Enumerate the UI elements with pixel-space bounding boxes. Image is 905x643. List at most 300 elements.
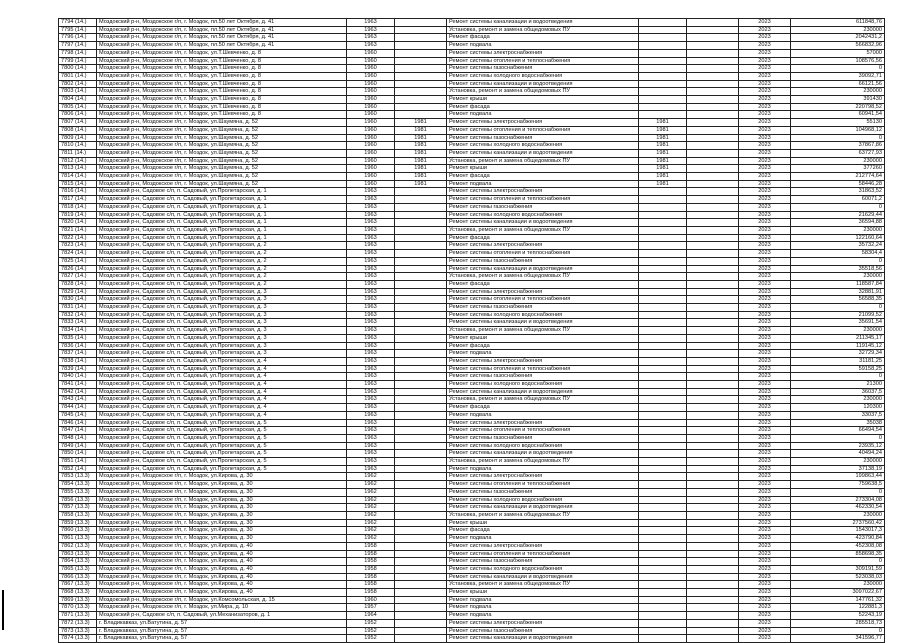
empty-cell (687, 342, 739, 350)
repair-type-cell: Ремонт системы отопления и теплоснабжения (447, 365, 639, 373)
row-number-cell: 7794 (14.) (59, 19, 97, 27)
table-row (59, 342, 885, 350)
plan-year-cell: 2023 (739, 242, 791, 250)
work-year-cell (639, 280, 687, 288)
address-cell: Моздокский р-н, Моздокское г/п, г. Моздок, ул.Кирова, д. 30 (97, 512, 347, 520)
reconstruction-year-cell (395, 219, 447, 227)
plan-year-cell: 2023 (739, 111, 791, 119)
row-number-cell: 7798 (14.) (59, 49, 97, 57)
table-row (59, 350, 885, 358)
amount-cell: 391430 (791, 96, 885, 104)
amount-cell: 21300 (791, 381, 885, 389)
work-year-cell (639, 357, 687, 365)
build-year-cell: 1963 (347, 234, 395, 242)
empty-cell (687, 234, 739, 242)
build-year-cell: 1963 (347, 250, 395, 258)
repair-type-cell: Ремонт фасада (447, 527, 639, 535)
empty-cell (687, 473, 739, 481)
table-row (59, 404, 885, 412)
amount-cell: 858698,35 (791, 550, 885, 558)
row-number-cell: 7841 (14.) (59, 381, 97, 389)
row-number-cell: 7795 (14.) (59, 26, 97, 34)
table-row (59, 334, 885, 342)
table-row (59, 519, 885, 527)
reconstruction-year-cell (395, 65, 447, 73)
reconstruction-year-cell: 1981 (395, 157, 447, 165)
repair-type-cell: Ремонт системы газоснабжения (447, 134, 639, 142)
plan-year-cell: 2023 (739, 165, 791, 173)
repair-type-cell: Ремонт системы канализации и водоотведения (447, 450, 639, 458)
build-year-cell: 1963 (347, 458, 395, 466)
address-cell: г. Владикавказ, ул.Ватутина, д. 57 (97, 619, 347, 627)
plan-year-cell: 2023 (739, 219, 791, 227)
empty-cell (687, 596, 739, 604)
reconstruction-year-cell (395, 49, 447, 57)
empty-cell (687, 134, 739, 142)
plan-year-cell: 2023 (739, 535, 791, 543)
row-number-cell: 7873 (13.3) (59, 627, 97, 635)
amount-cell: 0 (791, 627, 885, 635)
repair-type-cell: Ремонт системы электроснабжения (447, 188, 639, 196)
address-cell: Моздокский р-н, Садовое с/п, п. Садовый, ул.Пролетарская, д. 1 (97, 196, 347, 204)
reconstruction-year-cell (395, 211, 447, 219)
repair-type-cell: Ремонт системы отопления и теплоснабжения (447, 57, 639, 65)
build-year-cell: 1963 (347, 219, 395, 227)
work-year-cell (639, 627, 687, 635)
repair-type-cell: Ремонт крыши (447, 334, 639, 342)
row-number-cell: 7809 (14.) (59, 134, 97, 142)
build-year-cell: 1952 (347, 635, 395, 643)
address-cell: Моздокский р-н, Моздокское г/п, г. Моздок, пл.50 лет Октября, д. 41 (97, 42, 347, 50)
reconstruction-year-cell (395, 565, 447, 573)
work-year-cell (639, 473, 687, 481)
reconstruction-year-cell (395, 604, 447, 612)
row-number-cell: 7807 (14.) (59, 119, 97, 127)
repair-type-cell: Установка, ремонт и замена общедомовых ПУ (447, 458, 639, 466)
work-year-cell (639, 596, 687, 604)
reconstruction-year-cell (395, 612, 447, 620)
repair-type-cell: Установка, ремонт и замена общедомовых ПУ (447, 396, 639, 404)
amount-cell: 57000 (791, 49, 885, 57)
row-number-cell: 7803 (14.) (59, 88, 97, 96)
amount-cell: 32729,34 (791, 350, 885, 358)
plan-year-cell: 2023 (739, 149, 791, 157)
amount-cell: 341596,77 (791, 635, 885, 643)
table-row (59, 304, 885, 312)
address-cell: Моздокский р-н, Садовое с/п, п. Садовый, ул.Пролетарская, д. 1 (97, 203, 347, 211)
reconstruction-year-cell: 1981 (395, 119, 447, 127)
build-year-cell: 1962 (347, 504, 395, 512)
row-number-cell: 7871 (13.3) (59, 612, 97, 620)
row-number-cell: 7825 (14.) (59, 257, 97, 265)
work-year-cell (639, 319, 687, 327)
scan-edge-mark (2, 590, 4, 630)
work-year-cell (639, 488, 687, 496)
repair-type-cell: Установка, ремонт и замена общедомовых ПУ (447, 226, 639, 234)
reconstruction-year-cell (395, 103, 447, 111)
row-number-cell: 7852 (14.) (59, 465, 97, 473)
table-row (59, 473, 885, 481)
reconstruction-year-cell (395, 388, 447, 396)
table-row (59, 442, 885, 450)
reconstruction-year-cell (395, 42, 447, 50)
plan-year-cell: 2023 (739, 473, 791, 481)
plan-year-cell: 2023 (739, 157, 791, 165)
repair-type-cell: Ремонт системы электроснабжения (447, 619, 639, 627)
amount-cell: 2042431,2 (791, 34, 885, 42)
plan-year-cell: 2023 (739, 357, 791, 365)
table-row (59, 157, 885, 165)
table-row (59, 103, 885, 111)
address-cell: Моздокский р-н, Садовое с/п, п. Садовый, ул.Пролетарская, д. 5 (97, 458, 347, 466)
work-year-cell (639, 34, 687, 42)
reconstruction-year-cell (395, 434, 447, 442)
row-number-cell: 7822 (14.) (59, 234, 97, 242)
address-cell: Моздокский р-н, Моздокское г/п, г. Моздок, ул.Шаумяна, д. 52 (97, 173, 347, 181)
empty-cell (687, 103, 739, 111)
build-year-cell: 1960 (347, 57, 395, 65)
address-cell: Моздокский р-н, Моздокское г/п, г. Моздок, ул.Кирова, д. 30 (97, 504, 347, 512)
reconstruction-year-cell: 1981 (395, 149, 447, 157)
reconstruction-year-cell (395, 519, 447, 527)
table-row (59, 550, 885, 558)
reconstruction-year-cell (395, 404, 447, 412)
row-number-cell: 7835 (14.) (59, 334, 97, 342)
row-number-cell: 7863 (13.3) (59, 550, 97, 558)
address-cell: Моздокский р-н, Садовое с/п, п. Садовый, ул.Пролетарская, д. 4 (97, 365, 347, 373)
reconstruction-year-cell (395, 596, 447, 604)
empty-cell (687, 165, 739, 173)
work-year-cell (639, 619, 687, 627)
work-year-cell (639, 612, 687, 620)
reconstruction-year-cell (395, 226, 447, 234)
amount-cell: 3097022,67 (791, 589, 885, 597)
amount-cell: 120300 (791, 404, 885, 412)
address-cell: Моздокский р-н, Садовое с/п, п. Садовый, ул.Пролетарская, д. 3 (97, 319, 347, 327)
empty-cell (687, 411, 739, 419)
plan-year-cell: 2023 (739, 542, 791, 550)
table-row (59, 80, 885, 88)
amount-cell: 220798,52 (791, 103, 885, 111)
empty-cell (687, 365, 739, 373)
empty-cell (687, 612, 739, 620)
table-row (59, 257, 885, 265)
row-number-cell: 7861 (13.3) (59, 535, 97, 543)
row-number-cell: 7832 (14.) (59, 311, 97, 319)
reconstruction-year-cell (395, 327, 447, 335)
amount-cell: 285518,73 (791, 619, 885, 627)
address-cell: Моздокский р-н, Садовое с/п, п. Садовый, ул.Пролетарская, д. 5 (97, 419, 347, 427)
address-cell: Моздокский р-н, Моздокское г/п, г. Моздок, ул.Шаумяна, д. 52 (97, 142, 347, 150)
reconstruction-year-cell: 1981 (395, 142, 447, 150)
table-row (59, 26, 885, 34)
row-number-cell: 7830 (14.) (59, 296, 97, 304)
address-cell: Моздокский р-н, Моздокское г/п, г. Моздок, ул.Кирова, д. 30 (97, 527, 347, 535)
plan-year-cell: 2023 (739, 612, 791, 620)
repair-type-cell: Ремонт крыши (447, 165, 639, 173)
amount-cell: 31181,25 (791, 357, 885, 365)
repair-type-cell: Ремонт системы газоснабжения (447, 373, 639, 381)
table-row (59, 142, 885, 150)
build-year-cell: 1963 (347, 296, 395, 304)
build-year-cell: 1963 (347, 334, 395, 342)
build-year-cell: 1958 (347, 550, 395, 558)
repair-type-cell: Установка, ремонт и замена общедомовых ПУ (447, 512, 639, 520)
amount-cell: 66494,54 (791, 427, 885, 435)
repair-type-cell: Ремонт фасада (447, 173, 639, 181)
build-year-cell: 1952 (347, 627, 395, 635)
repair-type-cell: Ремонт системы электроснабжения (447, 419, 639, 427)
row-number-cell: 7837 (14.) (59, 350, 97, 358)
repair-type-cell: Ремонт крыши (447, 519, 639, 527)
table-row (59, 488, 885, 496)
amount-cell: 230000 (791, 396, 885, 404)
row-number-cell: 7847 (14.) (59, 427, 97, 435)
address-cell: Моздокский р-н, Моздокское г/п, г. Моздок, ул.Т.Шевченко, д. 8 (97, 72, 347, 80)
reconstruction-year-cell (395, 581, 447, 589)
amount-cell: 32881,91 (791, 288, 885, 296)
work-year-cell: 1981 (639, 173, 687, 181)
work-year-cell (639, 373, 687, 381)
work-year-cell (639, 604, 687, 612)
address-cell: Моздокский р-н, Моздокское г/п, г. Моздок, ул.Шаумяна, д. 52 (97, 134, 347, 142)
work-year-cell (639, 103, 687, 111)
row-number-cell: 7797 (14.) (59, 42, 97, 50)
address-cell: Моздокский р-н, Садовое с/п, п. Садовый, ул.Пролетарская, д. 4 (97, 373, 347, 381)
empty-cell (687, 196, 739, 204)
table-row (59, 280, 885, 288)
table-row (59, 612, 885, 620)
work-year-cell (639, 226, 687, 234)
table-row (59, 357, 885, 365)
amount-cell: 36594,88 (791, 219, 885, 227)
work-year-cell (639, 334, 687, 342)
work-year-cell (639, 203, 687, 211)
empty-cell (687, 203, 739, 211)
table-row (59, 542, 885, 550)
repair-type-cell: Ремонт системы газоснабжения (447, 203, 639, 211)
empty-cell (687, 450, 739, 458)
reconstruction-year-cell (395, 635, 447, 643)
build-year-cell: 1960 (347, 142, 395, 150)
empty-cell (687, 149, 739, 157)
repair-type-cell: Ремонт системы холодного водоснабжения (447, 565, 639, 573)
reconstruction-year-cell (395, 273, 447, 281)
plan-year-cell: 2023 (739, 450, 791, 458)
build-year-cell: 1963 (347, 419, 395, 427)
row-number-cell: 7844 (14.) (59, 404, 97, 412)
row-number-cell: 7801 (14.) (59, 72, 97, 80)
build-year-cell: 1963 (347, 365, 395, 373)
reconstruction-year-cell (395, 465, 447, 473)
table-row (59, 165, 885, 173)
repair-type-cell: Ремонт системы электроснабжения (447, 288, 639, 296)
empty-cell (687, 512, 739, 520)
empty-cell (687, 565, 739, 573)
table-row (59, 596, 885, 604)
address-cell: Моздокский р-н, Моздокское г/п, г. Моздок, ул.Кирова, д. 30 (97, 481, 347, 489)
table-row (59, 573, 885, 581)
build-year-cell: 1963 (347, 211, 395, 219)
row-number-cell: 7824 (14.) (59, 250, 97, 258)
row-number-cell: 7833 (14.) (59, 319, 97, 327)
amount-cell: 230000 (791, 273, 885, 281)
build-year-cell: 1962 (347, 527, 395, 535)
empty-cell (687, 604, 739, 612)
work-year-cell (639, 288, 687, 296)
empty-cell (687, 296, 739, 304)
row-number-cell: 7848 (14.) (59, 434, 97, 442)
repair-type-cell: Ремонт подвала (447, 180, 639, 188)
plan-year-cell: 2023 (739, 442, 791, 450)
table-row (59, 419, 885, 427)
empty-cell (687, 373, 739, 381)
address-cell: Моздокский р-н, Садовое с/п, п. Садовый, ул.Пролетарская, д. 1 (97, 188, 347, 196)
plan-year-cell: 2023 (739, 288, 791, 296)
repair-type-cell: Ремонт подвала (447, 111, 639, 119)
empty-cell (687, 49, 739, 57)
empty-cell (687, 419, 739, 427)
table-row (59, 288, 885, 296)
repair-type-cell: Ремонт подвала (447, 604, 639, 612)
table-row (59, 65, 885, 73)
build-year-cell: 1963 (347, 34, 395, 42)
empty-cell (687, 19, 739, 27)
reconstruction-year-cell (395, 342, 447, 350)
work-year-cell (639, 265, 687, 273)
empty-cell (687, 119, 739, 127)
address-cell: Моздокский р-н, Садовое с/п, п. Садовый, ул.Пролетарская, д. 3 (97, 350, 347, 358)
work-year-cell (639, 219, 687, 227)
plan-year-cell: 2023 (739, 527, 791, 535)
reconstruction-year-cell (395, 111, 447, 119)
work-year-cell (639, 311, 687, 319)
work-year-cell (639, 411, 687, 419)
address-cell: Моздокский р-н, Моздокское г/п, г. Моздок, ул.Кирова, д. 40 (97, 565, 347, 573)
amount-cell: 566832,96 (791, 42, 885, 50)
address-cell: Моздокский р-н, Моздокское г/п, г. Моздок, ул.Шаумяна, д. 52 (97, 126, 347, 134)
row-number-cell: 7872 (13.3) (59, 619, 97, 627)
reconstruction-year-cell (395, 442, 447, 450)
build-year-cell: 1958 (347, 542, 395, 550)
address-cell: Моздокский р-н, Садовое с/п, п. Садовый, ул.Пролетарская, д. 2 (97, 257, 347, 265)
empty-cell (687, 65, 739, 73)
empty-cell (687, 80, 739, 88)
build-year-cell: 1963 (347, 304, 395, 312)
empty-cell (687, 180, 739, 188)
build-year-cell: 1963 (347, 311, 395, 319)
work-year-cell (639, 419, 687, 427)
work-year-cell (639, 80, 687, 88)
row-number-cell: 7817 (14.) (59, 196, 97, 204)
work-year-cell (639, 65, 687, 73)
plan-year-cell: 2023 (739, 88, 791, 96)
plan-year-cell: 2023 (739, 596, 791, 604)
repair-type-cell: Ремонт системы холодного водоснабжения (447, 311, 639, 319)
table-row (59, 581, 885, 589)
build-year-cell: 1960 (347, 103, 395, 111)
amount-cell: 55130 (791, 119, 885, 127)
repair-type-cell: Ремонт системы электроснабжения (447, 357, 639, 365)
reconstruction-year-cell (395, 96, 447, 104)
repair-type-cell: Ремонт подвала (447, 350, 639, 358)
address-cell: Моздокский р-н, Садовое с/п, п. Садовый, ул.Пролетарская, д. 4 (97, 411, 347, 419)
build-year-cell: 1962 (347, 496, 395, 504)
empty-cell (687, 34, 739, 42)
table-row (59, 34, 885, 42)
reconstruction-year-cell (395, 265, 447, 273)
table-row (59, 388, 885, 396)
work-year-cell (639, 327, 687, 335)
build-year-cell: 1958 (347, 589, 395, 597)
repair-type-cell: Ремонт системы отопления и теплоснабжения (447, 550, 639, 558)
reconstruction-year-cell (395, 72, 447, 80)
build-year-cell: 1960 (347, 165, 395, 173)
reconstruction-year-cell (395, 589, 447, 597)
reconstruction-year-cell: 1981 (395, 173, 447, 181)
work-year-cell (639, 365, 687, 373)
empty-cell (687, 157, 739, 165)
amount-cell: 59158,25 (791, 365, 885, 373)
plan-year-cell: 2023 (739, 488, 791, 496)
amount-cell: 58304,4 (791, 250, 885, 258)
table-row (59, 273, 885, 281)
row-number-cell: 7838 (14.) (59, 357, 97, 365)
empty-cell (687, 458, 739, 466)
address-cell: Моздокский р-н, Садовое с/п, п. Садовый, ул.Пролетарская, д. 2 (97, 250, 347, 258)
build-year-cell: 1963 (347, 396, 395, 404)
address-cell: Моздокский р-н, Моздокское г/п, г. Моздок, ул.Кирова, д. 30 (97, 519, 347, 527)
reconstruction-year-cell (395, 512, 447, 520)
plan-year-cell: 2023 (739, 134, 791, 142)
address-cell: Моздокский р-н, Садовое с/п, п. Садовый, ул.Пролетарская, д. 1 (97, 226, 347, 234)
table-row (59, 134, 885, 142)
amount-cell: 36037,5 (791, 388, 885, 396)
work-year-cell (639, 196, 687, 204)
build-year-cell: 1960 (347, 180, 395, 188)
address-cell: Моздокский р-н, Садовое с/п, п. Садовый, ул.Пролетарская, д. 3 (97, 296, 347, 304)
table-row (59, 627, 885, 635)
plan-year-cell: 2023 (739, 342, 791, 350)
reconstruction-year-cell (395, 296, 447, 304)
table-row (59, 234, 885, 242)
plan-year-cell: 2023 (739, 280, 791, 288)
address-cell: Моздокский р-н, Садовое с/п, п. Садовый, ул.Пролетарская, д. 3 (97, 342, 347, 350)
amount-cell: 230000 (791, 458, 885, 466)
address-cell: Моздокский р-н, Моздокское г/п, г. Моздок, ул.Т.Шевченко, д. 8 (97, 96, 347, 104)
address-cell: Моздокский р-н, Садовое с/п, п. Садовый, ул.Пролетарская, д. 3 (97, 304, 347, 312)
work-year-cell (639, 19, 687, 27)
plan-year-cell: 2023 (739, 188, 791, 196)
empty-cell (687, 42, 739, 50)
table-row (59, 311, 885, 319)
row-number-cell: 7805 (14.) (59, 103, 97, 111)
repair-type-cell: Ремонт фасада (447, 342, 639, 350)
work-year-cell (639, 434, 687, 442)
plan-year-cell: 2023 (739, 19, 791, 27)
repair-type-cell: Ремонт системы канализации и водоотведения (447, 149, 639, 157)
plan-year-cell: 2023 (739, 304, 791, 312)
row-number-cell: 7867 (13.3) (59, 581, 97, 589)
build-year-cell: 1960 (347, 149, 395, 157)
reconstruction-year-cell (395, 88, 447, 96)
spreadsheet-sheet (58, 18, 884, 643)
address-cell: Моздокский р-н, Моздокское г/п, г. Моздок, ул.Т.Шевченко, д. 8 (97, 49, 347, 57)
plan-year-cell: 2023 (739, 512, 791, 520)
row-number-cell: 7826 (14.) (59, 265, 97, 273)
plan-year-cell: 2023 (739, 296, 791, 304)
build-year-cell: 1963 (347, 196, 395, 204)
